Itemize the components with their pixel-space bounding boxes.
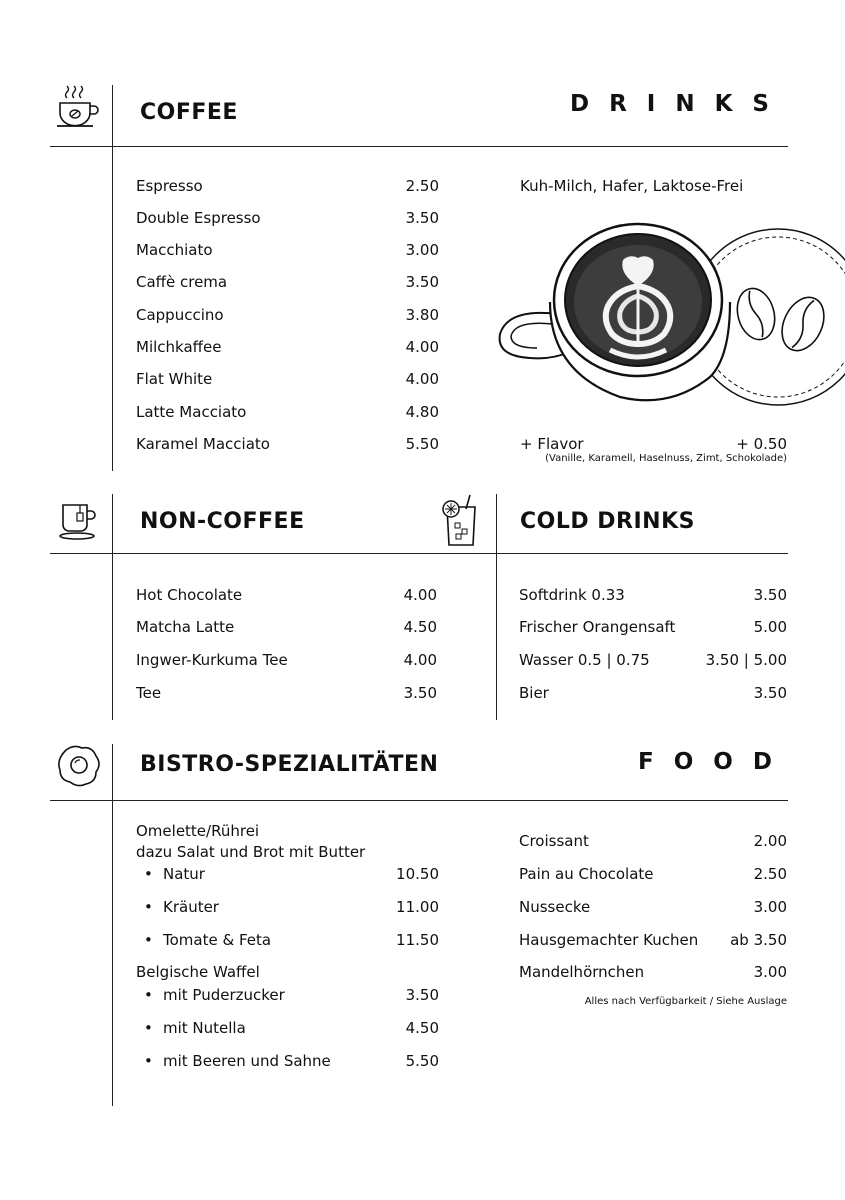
list-item: • Kräuter: [163, 898, 219, 916]
list-item: • mit Nutella: [163, 1019, 246, 1037]
menu-item: Milchkaffee: [136, 338, 222, 356]
list-item: • Natur: [163, 865, 205, 883]
menu-price: 2.50: [405, 177, 439, 195]
menu-item: Bier: [519, 684, 549, 702]
menu-price: ab 3.50: [730, 931, 787, 949]
menu-price: 3.00: [405, 241, 439, 259]
drinks-heading: DRINKS: [570, 91, 789, 117]
noncoffee-divider-horizontal: [50, 553, 788, 554]
menu-item: Cappuccino: [136, 306, 224, 324]
list-item: • mit Beeren und Sahne: [163, 1052, 331, 1070]
menu-price: 4.50: [403, 618, 437, 636]
menu-price: 5.50: [405, 435, 439, 453]
menu-item: Karamel Macciato: [136, 435, 270, 453]
food-heading: FOOD: [638, 749, 792, 775]
coffee-divider-horizontal: [50, 146, 788, 147]
menu-item: Frischer Orangensaft: [519, 618, 676, 636]
availability-note: Alles nach Verfügbarkeit / Siehe Auslage: [584, 996, 787, 1007]
cold-drinks-title: COLD DRINKS: [520, 509, 695, 534]
coffee-divider-vertical: [112, 85, 113, 471]
menu-price: 4.00: [405, 338, 439, 356]
bistro-divider-vertical: [112, 744, 113, 1106]
menu-item: Tee: [136, 684, 162, 702]
menu-price: 3.00: [753, 898, 787, 916]
menu-item: Hot Chocolate: [136, 586, 243, 604]
menu-price: 3.50: [753, 586, 787, 604]
waffel-title: Belgische Waffel: [136, 963, 260, 981]
flavor-label: + Flavor: [520, 435, 584, 453]
menu-item: Flat White: [136, 370, 213, 388]
menu-item: Ingwer-Kurkuma Tee: [136, 651, 288, 669]
menu-price: 2.50: [753, 865, 787, 883]
middle-divider-vertical: [496, 494, 497, 720]
omelette-description: dazu Salat und Brot mit Butter: [136, 843, 366, 861]
coffee-cup-icon: [55, 84, 101, 132]
flavor-options: (Vanille, Karamell, Haselnuss, Zimt, Schokolade): [545, 453, 787, 464]
milk-options: Kuh-Milch, Hafer, Laktose-Frei: [520, 177, 744, 195]
menu-price: 4.00: [403, 651, 437, 669]
menu-price: 5.00: [753, 618, 787, 636]
menu-item: Espresso: [136, 177, 203, 195]
menu-item: Croissant: [519, 832, 589, 850]
menu-item: Hausgemachter Kuchen: [519, 931, 699, 949]
list-item: • mit Puderzucker: [163, 986, 285, 1004]
menu-price: 2.00: [753, 832, 787, 850]
menu-price: 3.50: [405, 273, 439, 291]
menu-price: 3.50: [405, 209, 439, 227]
menu-price: 3.80: [405, 306, 439, 324]
menu-item: Double Espresso: [136, 209, 261, 227]
menu-price: 11.00: [396, 898, 439, 916]
menu-price: 4.00: [405, 370, 439, 388]
menu-price: 10.50: [396, 865, 439, 883]
menu-item: Nussecke: [519, 898, 591, 916]
coffee-title: COFFEE: [140, 100, 238, 125]
tea-cup-icon: [58, 503, 100, 543]
noncoffee-divider-vertical: [112, 494, 113, 720]
fried-egg-icon: [58, 744, 100, 786]
bistro-divider-horizontal: [50, 800, 788, 801]
menu-price: 3.00: [753, 963, 787, 981]
menu-price: 3.50: [403, 684, 437, 702]
latte-art-illustration: [498, 222, 845, 412]
menu-price: 3.50 | 5.00: [705, 651, 787, 669]
menu-item: Softdrink 0.33: [519, 586, 625, 604]
iced-drink-icon: [442, 495, 482, 549]
menu-item: Macchiato: [136, 241, 213, 259]
menu-price: 11.50: [396, 931, 439, 949]
menu-item: Mandelhörnchen: [519, 963, 645, 981]
menu-item: Wasser 0.5 | 0.75: [519, 651, 650, 669]
menu-price: 5.50: [405, 1052, 439, 1070]
menu-item: Caffè crema: [136, 273, 228, 291]
noncoffee-title: NON-COFFEE: [140, 509, 305, 534]
flavor-price: + 0.50: [736, 435, 787, 453]
list-item: • Tomate & Feta: [163, 931, 271, 949]
menu-item: Latte Macciato: [136, 403, 247, 421]
menu-price: 3.50: [405, 986, 439, 1004]
bistro-title: BISTRO-SPEZIALITÄTEN: [140, 752, 439, 777]
menu-item: Pain au Chocolate: [519, 865, 654, 883]
menu-price: 3.50: [753, 684, 787, 702]
menu-price: 4.50: [405, 1019, 439, 1037]
omelette-title: Omelette/Rührei: [136, 822, 260, 840]
menu-price: 4.00: [403, 586, 437, 604]
menu-price: 4.80: [405, 403, 439, 421]
menu-item: Matcha Latte: [136, 618, 235, 636]
